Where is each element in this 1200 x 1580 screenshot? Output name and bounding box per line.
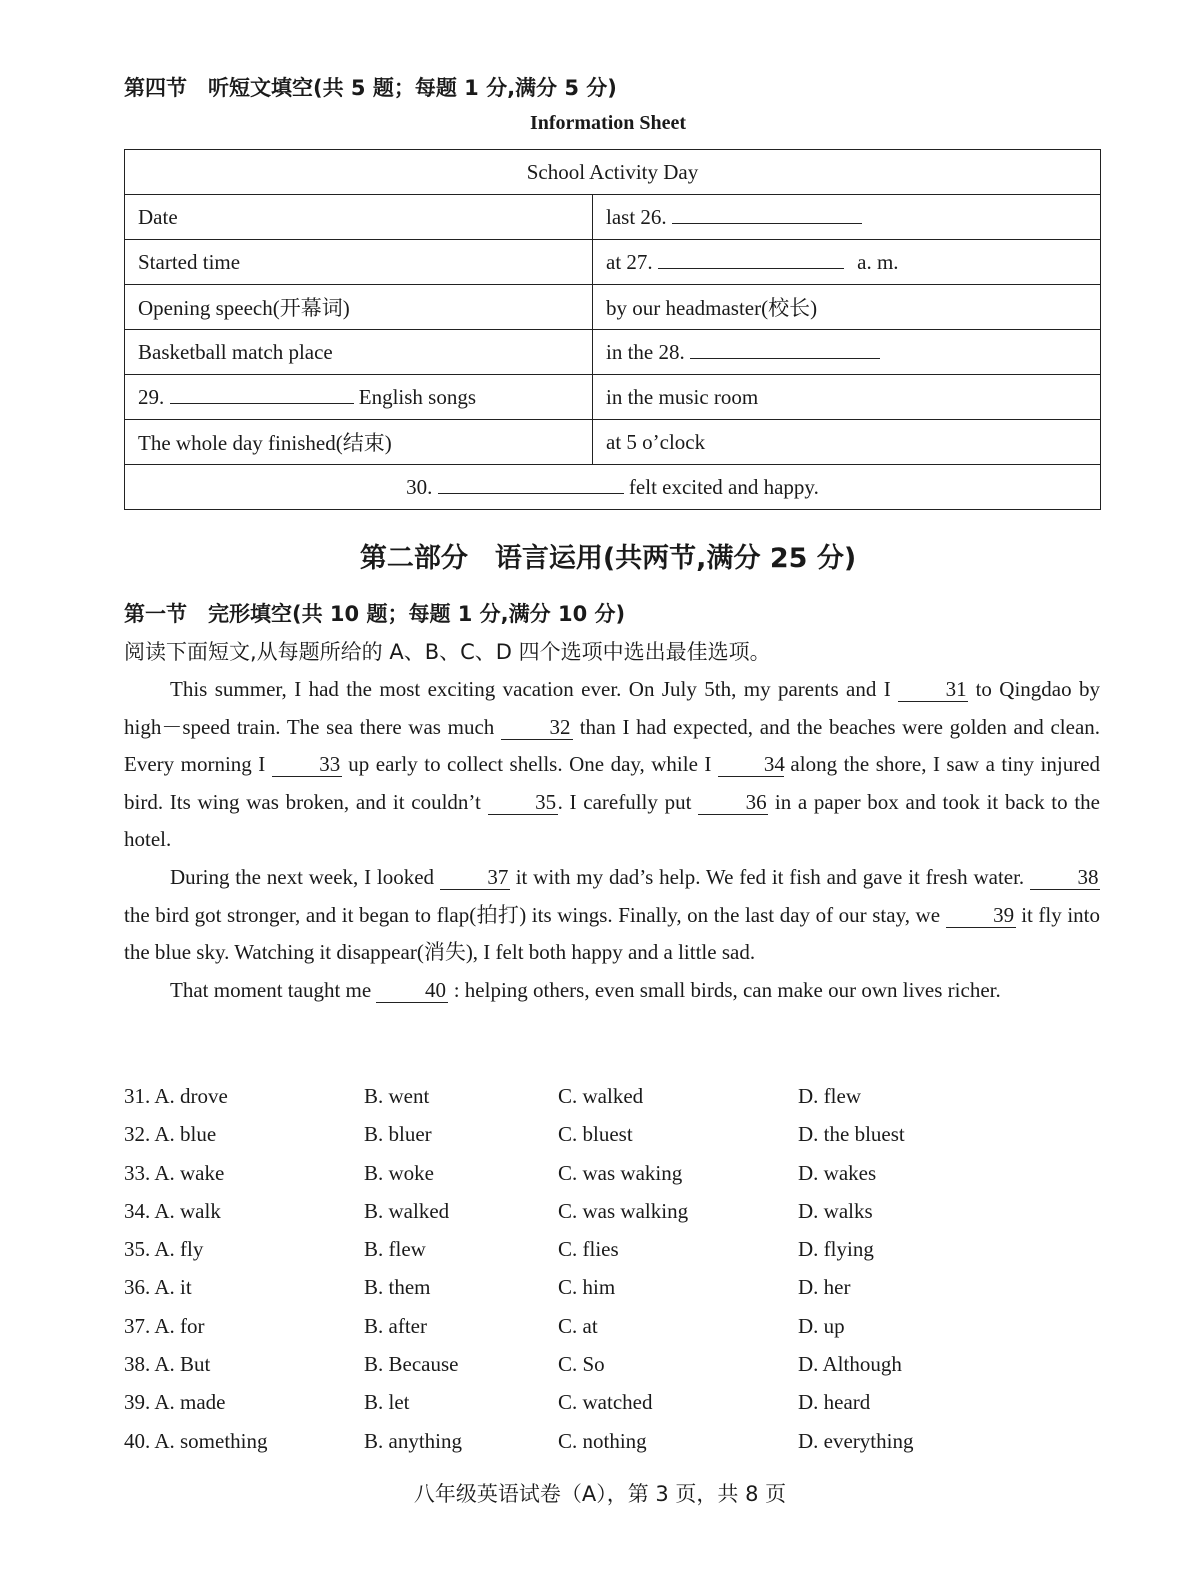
option-d: D. flying <box>798 1237 874 1262</box>
table-title-row <box>125 150 1101 195</box>
option-a: 32. A. blue <box>124 1122 217 1147</box>
table-row <box>125 330 1101 375</box>
table-cell-label: Basketball match place <box>125 330 593 375</box>
option-c: C. watched <box>558 1390 653 1415</box>
table-last-cell <box>125 465 1101 510</box>
blank-39: 39 <box>946 903 1016 928</box>
option-b: B. walked <box>364 1198 450 1223</box>
table-row <box>125 195 1101 240</box>
table-cell-value <box>593 330 1101 375</box>
question-number: 29. <box>138 384 165 409</box>
option-c: C. flies <box>558 1237 619 1262</box>
answer-blank-28 <box>690 340 880 359</box>
table-cell-label: Opening speech(开幕词) <box>125 285 593 330</box>
option-c: C. So <box>558 1352 605 1377</box>
answer-blank-26 <box>672 205 862 224</box>
blank-32: 32 <box>501 715 573 740</box>
table-row <box>125 240 1101 285</box>
table-cell-value <box>593 195 1101 240</box>
page-footer: 八年级英语试卷（A），第 3 页，共 8 页 <box>413 1482 787 1506</box>
option-b: B. flew <box>364 1237 426 1262</box>
table-cell-label: Date <box>125 195 593 240</box>
option-b: B. went <box>364 1084 430 1108</box>
option-c: C. bluest <box>558 1122 633 1147</box>
table-title: School Activity Day <box>125 150 1101 195</box>
table-row <box>125 465 1101 510</box>
option-b: B. them <box>364 1275 431 1300</box>
option-c: C. walked <box>558 1084 644 1108</box>
section1-heading: 第一节 完形填空(共 10 题；每题 1 分,满分 10 分) <box>124 602 626 626</box>
option-row <box>124 1122 1024 1160</box>
information-table <box>124 149 1101 510</box>
question-number: at 27. <box>606 249 653 274</box>
table-row <box>125 285 1101 330</box>
question-number: 30. <box>406 474 433 499</box>
option-b: B. let <box>364 1390 410 1415</box>
option-a: 34. A. walk <box>124 1198 221 1223</box>
passage-paragraph: During the next week, I looked 37 it with my dad’s help. We fed it fish and gave it fresh water. 38 the bird got stronger, and it began to flap(拍打) its wings. Finally, on the last day of our stay, we 39 it fly into the blue sky. Watching it disappear(消失), I felt both happy and a little sad. <box>124 864 1101 965</box>
option-a: 36. A. it <box>124 1275 192 1300</box>
option-row <box>124 1314 1024 1352</box>
option-a: 33. A. wake <box>124 1160 225 1185</box>
blank-40: 40 <box>376 978 448 1003</box>
option-c: C. was walking <box>558 1198 689 1223</box>
table-cell-value <box>593 240 1101 285</box>
passage-paragraph: This summer, I had the most exciting vacation ever. On July 5th, my parents and I 31 to Qingdao by high－speed train. The sea there was much 32 than I had expected, and the beaches were golden and clean. Every morning I 33 up early to collect shells. One day, while I 34 along the shore, I saw a tiny injured bird. Its wing was broken, and it couldn’t 35. I carefully put 36 in a paper box and took it back to the hotel. <box>124 677 1101 852</box>
option-d: D. the bluest <box>798 1122 905 1147</box>
option-c: C. at <box>558 1313 598 1338</box>
option-c: C. nothing <box>558 1428 647 1453</box>
table-row <box>125 420 1101 465</box>
option-b: B. anything <box>364 1428 462 1453</box>
option-a: 39. A. made <box>124 1390 226 1415</box>
option-a: 35. A. fly <box>124 1237 204 1262</box>
table-row <box>125 375 1101 420</box>
blank-34: 34 <box>718 752 784 777</box>
options-list <box>124 1084 1024 1467</box>
option-d: D. heard <box>798 1390 871 1415</box>
option-row <box>124 1084 1024 1122</box>
option-d: D. wakes <box>798 1160 877 1185</box>
answer-blank-27 <box>658 250 844 269</box>
table-cell-label: The whole day finished(结束) <box>125 420 593 465</box>
answer-blank-29 <box>170 385 354 404</box>
answer-blank-30 <box>438 475 624 494</box>
table-cell-value: by our headmaster(校长) <box>593 285 1101 330</box>
option-c: C. him <box>558 1275 616 1300</box>
question-number: in the 28. <box>606 339 685 364</box>
option-row <box>124 1390 1024 1428</box>
passage-paragraph: That moment taught me 40 : helping others, even small birds, can make our own lives richer. <box>170 977 1001 1002</box>
option-b: B. Because <box>364 1352 459 1377</box>
table-cell-value: in the music room <box>593 375 1101 420</box>
option-row <box>124 1161 1024 1199</box>
question-number: last 26. <box>606 204 667 229</box>
label-text: English songs <box>358 384 477 409</box>
table-cell-label <box>125 375 593 420</box>
time-unit: a. m. <box>857 249 899 274</box>
option-c: C. was waking <box>558 1160 683 1185</box>
option-row <box>124 1199 1024 1237</box>
blank-33: 33 <box>272 752 342 777</box>
option-d: D. Although <box>798 1352 902 1377</box>
part2-title: 第二部分 语言运用(共两节,满分 25 分) <box>359 543 857 574</box>
blank-38: 38 <box>1030 865 1100 890</box>
option-a: 31. A. drove <box>124 1084 228 1108</box>
blank-36: 36 <box>698 790 768 815</box>
option-a: 37. A. for <box>124 1313 205 1338</box>
option-d: D. walks <box>798 1198 873 1223</box>
instruction: 阅读下面短文,从每题所给的 A、B、C、D 四个选项中选出最佳选项。 <box>124 640 771 664</box>
option-d: D. flew <box>798 1084 861 1108</box>
option-d: D. up <box>798 1313 845 1338</box>
option-b: B. woke <box>364 1160 434 1185</box>
label-text: felt excited and happy. <box>628 474 819 499</box>
option-d: D. everything <box>798 1428 914 1453</box>
option-row <box>124 1275 1024 1313</box>
option-row <box>124 1429 1024 1467</box>
sheet-title: Information Sheet <box>529 112 687 134</box>
option-b: B. bluer <box>364 1122 432 1147</box>
option-a: 38. A. But <box>124 1352 211 1377</box>
option-row <box>124 1352 1024 1390</box>
cloze-passage <box>124 671 1100 1009</box>
section4-heading: 第四节 听短文填空(共 5 题；每题 1 分,满分 5 分) <box>124 76 617 100</box>
option-row <box>124 1237 1024 1275</box>
blank-35: 35 <box>488 790 558 815</box>
option-b: B. after <box>364 1313 427 1338</box>
table-cell-label: Started time <box>125 240 593 285</box>
blank-37: 37 <box>440 865 510 890</box>
table-cell-value: at 5 o’clock <box>593 420 1101 465</box>
option-a: 40. A. something <box>124 1428 268 1453</box>
blank-31: 31 <box>898 677 968 702</box>
option-d: D. her <box>798 1275 851 1300</box>
